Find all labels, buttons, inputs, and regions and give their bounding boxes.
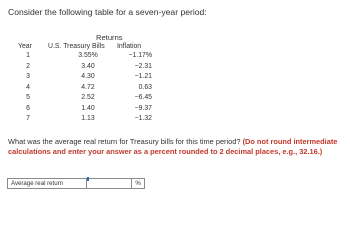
answer-label: Average real return — [11, 180, 64, 187]
year-cell: 3 — [26, 73, 30, 80]
year-cell: 6 — [26, 104, 30, 112]
year-cell: 1 — [26, 52, 30, 59]
year-cell: 7 — [26, 115, 30, 122]
inflation-cell: −2.31 — [134, 62, 152, 70]
inflation-cell: −6.45 — [134, 94, 152, 101]
table-row — [0, 94, 350, 105]
treasury-bills-cell: 1.13 — [81, 115, 95, 122]
table-row — [0, 73, 350, 84]
question-prompt: What was the average real return for Treasury bills for this time period? — [8, 137, 243, 146]
year-column-header: Year — [18, 43, 32, 50]
table-row — [0, 105, 350, 116]
year-cell: 2 — [26, 62, 30, 70]
inflation-cell: 0.63 — [138, 83, 152, 91]
percent-unit: % — [131, 179, 144, 188]
question-text — [8, 137, 344, 157]
treasury-bills-cell: 2.52 — [81, 94, 95, 101]
inflation-cell: −1.32 — [134, 115, 152, 122]
question-instructions: (Do not round intermediate calculations and enter your answer as a percent rounded to 2 decimal places, e.g., 32.16.) — [8, 137, 338, 156]
year-cell: 4 — [26, 83, 30, 91]
treasury-bills-cell: 3.40 — [81, 62, 95, 70]
average-real-return-input[interactable] — [86, 179, 131, 188]
treasury-bills-cell: 4.72 — [81, 83, 95, 91]
inflation-cell: −9.37 — [134, 104, 152, 112]
table-row — [0, 115, 350, 126]
treasury-bills-column-header: U.S. Treasury Bills — [48, 43, 105, 50]
table-row — [0, 52, 350, 63]
input-cursor-marker — [87, 177, 89, 181]
year-cell: 5 — [26, 94, 30, 101]
inflation-column-header: Inflation — [117, 43, 142, 50]
table-row — [0, 63, 350, 74]
inflation-cell: −1.21 — [134, 73, 152, 80]
treasury-bills-cell: 4.30 — [81, 73, 95, 80]
table-row — [0, 84, 350, 95]
treasury-bills-cell: 3.55% — [78, 52, 98, 59]
intro-text: Consider the following table for a seven-year period: — [8, 7, 207, 17]
treasury-bills-cell: 1.40 — [81, 104, 95, 112]
answer-row — [7, 178, 145, 189]
returns-group-header: Returns — [96, 33, 123, 42]
inflation-cell: −1.17% — [128, 52, 152, 59]
